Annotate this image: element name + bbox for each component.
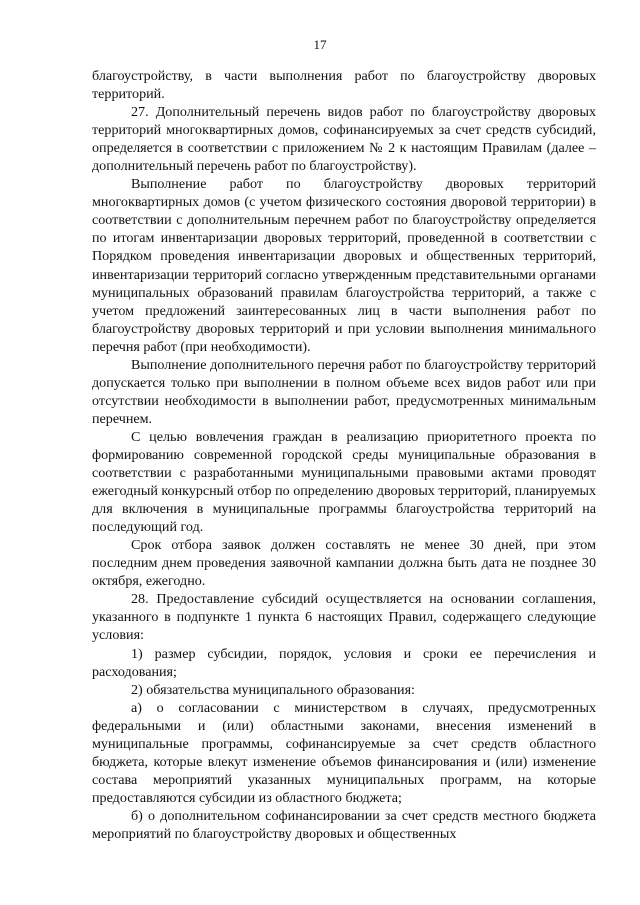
- paragraph-competitive-selection: С целью вовлечения граждан в реализацию приоритетного проекта по формированию современной городской среды муниципальные образования в соответствии с разработанными муниципальными правовыми актами проводят ежегодный конкурсный отбор по определению дворовых территорий, планируемых для включения в муниципальные программы благоустройства территорий на последующий год.: [92, 428, 596, 536]
- paragraph-condition-1: 1) размер субсидии, порядок, условия и сроки ее перечисления и расходования;: [92, 645, 596, 680]
- paragraph-application-period: Срок отбора заявок должен составлять не менее 30 дней, при этом последним днем проведения заявочной кампании должна быть дата не позднее 30 октября, ежегодно.: [92, 537, 596, 590]
- page-number: 17: [313, 37, 327, 52]
- paragraph-27: 27. Дополнительный перечень видов работ по благоустройству дворовых территорий многоквартирных домов, софинансируемых за счет средств субсидий, определяется в соответствии с приложением № 2 к настоящим Правилам (далее – дополнительный перечень работ по благоустройству).: [92, 104, 596, 175]
- paragraph-additional-works: Выполнение работ по благоустройству дворовых территорий многоквартирных домов (с учетом физического состояния дворовой территории) в соответствии с дополнительным перечнем работ по благоустройству определяется по итогам инвентаризации дворовых территорий, проведенной в соответствии с Порядком проведения инвентаризации дворовых и общественных территорий, инвентаризации территорий согласно утвержденным представительными органами муниципальных образований правилам благоустройства территорий, а также с учетом предложений заинтересованных лиц в части выполнения работ по благоустройству дворовых территорий и при условии выполнения минимального перечня работ (при необходимости).: [92, 176, 596, 355]
- document-body: [92, 67, 596, 843]
- paragraph-28: 28. Предоставление субсидий осуществляется на основании соглашения, указанного в подпункте 1 пункта 6 настоящих Правил, содержащего следующие условия:: [92, 591, 596, 644]
- paragraph-additional-works-condition: Выполнение дополнительного перечня работ по благоустройству территорий допускается только при выполнении в полном объеме всех видов работ или при отсутствии необходимости в выполнении работ, предусмотренных минимальным перечнем.: [92, 356, 596, 427]
- paragraph-continuation: благоустройству, в части выполнения работ по благоустройству дворовых территорий.: [92, 68, 596, 103]
- paragraph-condition-2: 2) обязательства муниципального образования:: [131, 681, 415, 698]
- paragraph-condition-2b: б) о дополнительном софинансировании за счет средств местного бюджета мероприятий по благоустройству дворовых и общественных: [92, 807, 596, 842]
- paragraph-condition-2a: а) о согласовании с министерством в случаях, предусмотренных федеральными и (или) областными законами, внесения изменений в муниципальные программы, софинансируемые за счет средств областного бюджета, которые влекут изменение объемов финансирования и (или) изменение состава мероприятий указанных муниципальных программ, на которые предоставляются субсидии из областного бюджета;: [92, 699, 596, 806]
